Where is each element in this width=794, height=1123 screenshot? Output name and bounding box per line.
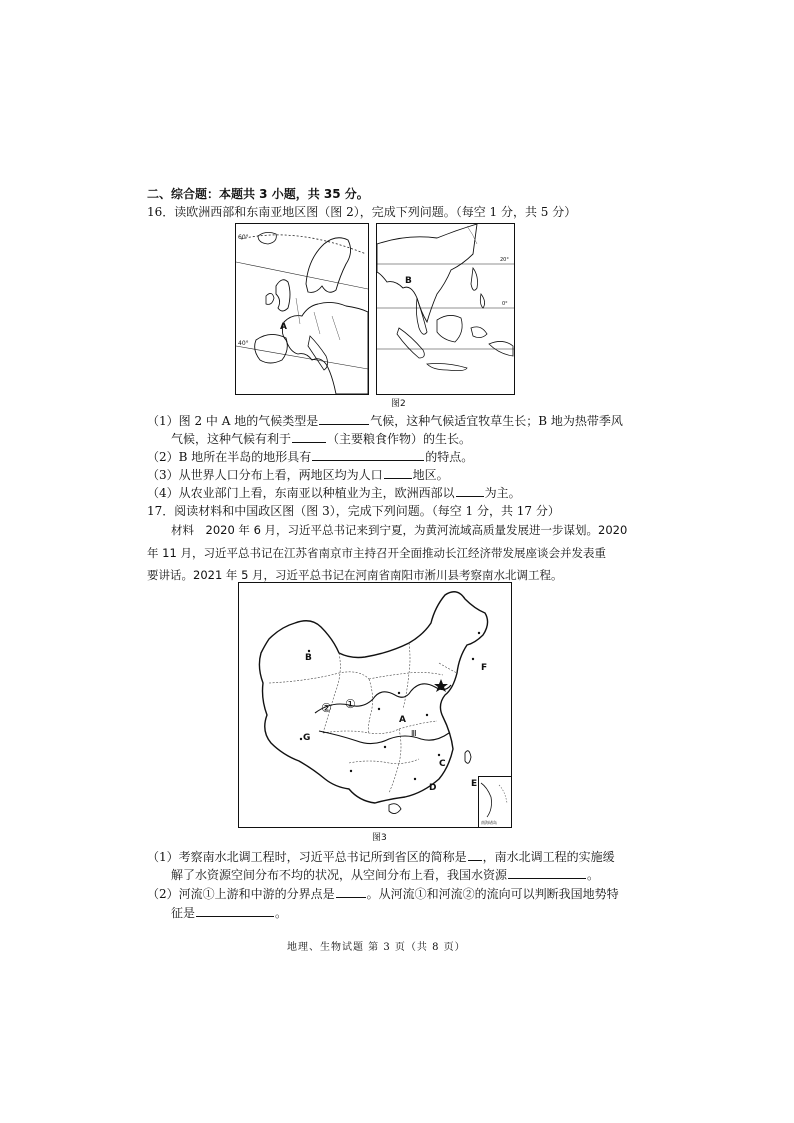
- map-label-river-2: ②: [321, 701, 332, 715]
- latitude-60-label: 60°: [238, 234, 249, 241]
- map-label-a: A: [280, 322, 287, 332]
- question-17-stem: 17．阅读材料和中国政区图（图 3），完成下列问题。（每空 1 分，共 17 分）: [147, 504, 560, 518]
- question-16-stem: 16．读欧洲西部和东南亚地区图（图 2），完成下列问题。（每空 1 分，共 5 分）: [147, 205, 577, 219]
- answer-blank[interactable]: [292, 431, 326, 443]
- q17-part2-line1: [147, 886, 619, 902]
- q16-part4: [147, 485, 521, 501]
- q17-p1-text-c: 解了水资源空间分布不均的状况，从空间分布上看，我国水资源: [171, 868, 508, 882]
- figure-3-caption: 图3: [372, 833, 387, 843]
- q17-p1-text-a: （1）考察南水北调工程时，习近平总书记所到省区的简称是: [147, 850, 467, 864]
- inset-caption: 南海诸岛: [481, 820, 497, 825]
- q16-p2-text-a: （2）B 地所在半岛的地形具有: [147, 450, 312, 464]
- answer-blank[interactable]: [456, 485, 484, 497]
- q17-part1-line2: [171, 867, 599, 883]
- q17-part1-line1: [147, 849, 615, 865]
- section-heading: 二、综合题：本题共 3 小题，共 35 分。: [147, 187, 369, 201]
- answer-blank[interactable]: [196, 905, 274, 917]
- q16-p1-text-c: 气候，这种气候有利于: [171, 432, 292, 446]
- q17-p2-text-b: 。从河流①和河流②的流向可以判断我国地势特: [366, 887, 619, 901]
- map-label-e: E: [471, 779, 478, 789]
- q17-p2-text-d: 。: [275, 906, 288, 920]
- answer-blank[interactable]: [508, 867, 586, 879]
- q16-p4-text-b: 为主。: [484, 486, 521, 500]
- q16-p2-text-b: 的特点。: [425, 450, 474, 464]
- q16-p1-text-d: （主要粮食作物）的生长。: [327, 432, 472, 446]
- q16-part3: [147, 467, 449, 483]
- answer-blank[interactable]: [312, 449, 424, 461]
- q16-part2: [147, 449, 473, 465]
- map-label-b: B: [405, 276, 412, 286]
- q16-p3-text-a: （3）从世界人口分布上看，两地区均为人口: [147, 468, 383, 482]
- answer-blank[interactable]: [319, 413, 369, 425]
- q17-part2-line2: [171, 905, 287, 921]
- south-china-sea-inset: [478, 776, 511, 827]
- answer-blank[interactable]: [468, 849, 482, 861]
- material-line-2: 年 11 月，习近平总书记在江苏省南京市主持召开全面推动长江经济带发展座谈会并发表重: [147, 546, 606, 560]
- latitude-0-label: 0°: [502, 301, 508, 307]
- q16-p4-text-a: （4）从农业部门上看，东南亚以种植业为主，欧洲西部以: [147, 486, 455, 500]
- map-label-g: G: [303, 733, 311, 743]
- answer-blank[interactable]: [384, 467, 412, 479]
- map-label-a: A: [399, 715, 406, 725]
- q17-p1-text-b: ，南水北调工程的实施缓: [482, 850, 615, 864]
- map-western-europe: [235, 223, 369, 395]
- q16-p1-text-a: （1）图 2 中 A 地的气候类型是: [147, 414, 319, 428]
- q16-p1-text-b: 气候，这种气候适宜牧草生长；B 地为热带季风: [370, 414, 623, 428]
- q16-part1-line1: [147, 413, 623, 429]
- q16-part1-line2: [171, 431, 471, 447]
- q16-p3-text-b: 地区。: [412, 468, 449, 482]
- map-label-river-1: ①: [345, 697, 356, 711]
- figure-2-caption: 图2: [391, 399, 406, 409]
- latitude-40-label: 40°: [238, 340, 249, 347]
- answer-blank[interactable]: [336, 886, 366, 898]
- map-southeast-asia: [376, 223, 515, 395]
- q17-p1-text-d: 。: [587, 868, 600, 882]
- material-line-3: 要讲话。2021 年 5 月，习近平总书记在河南省南阳市淅川县考察南水北调工程。: [147, 568, 563, 582]
- q17-p2-text-a: （2）河流①上游和中游的分界点是: [147, 887, 335, 901]
- map-china-provinces: [238, 582, 512, 828]
- map-label-b: B: [305, 653, 312, 663]
- latitude-20-label: 20°: [500, 257, 509, 263]
- map-label-f: F: [481, 663, 488, 673]
- map-label-iii: Ⅲ: [411, 729, 417, 738]
- q17-p2-text-c: 征是: [171, 906, 196, 920]
- map-label-d: D: [429, 783, 437, 793]
- page-footer: 地理、生物试题 第 3 页（共 8 页）: [287, 942, 466, 953]
- map-label-c: C: [439, 759, 446, 769]
- material-line-1: 材料 2020 年 6 月，习近平总书记来到宁夏，为黄河流域高质量发展进一步谋划。2020: [171, 523, 628, 537]
